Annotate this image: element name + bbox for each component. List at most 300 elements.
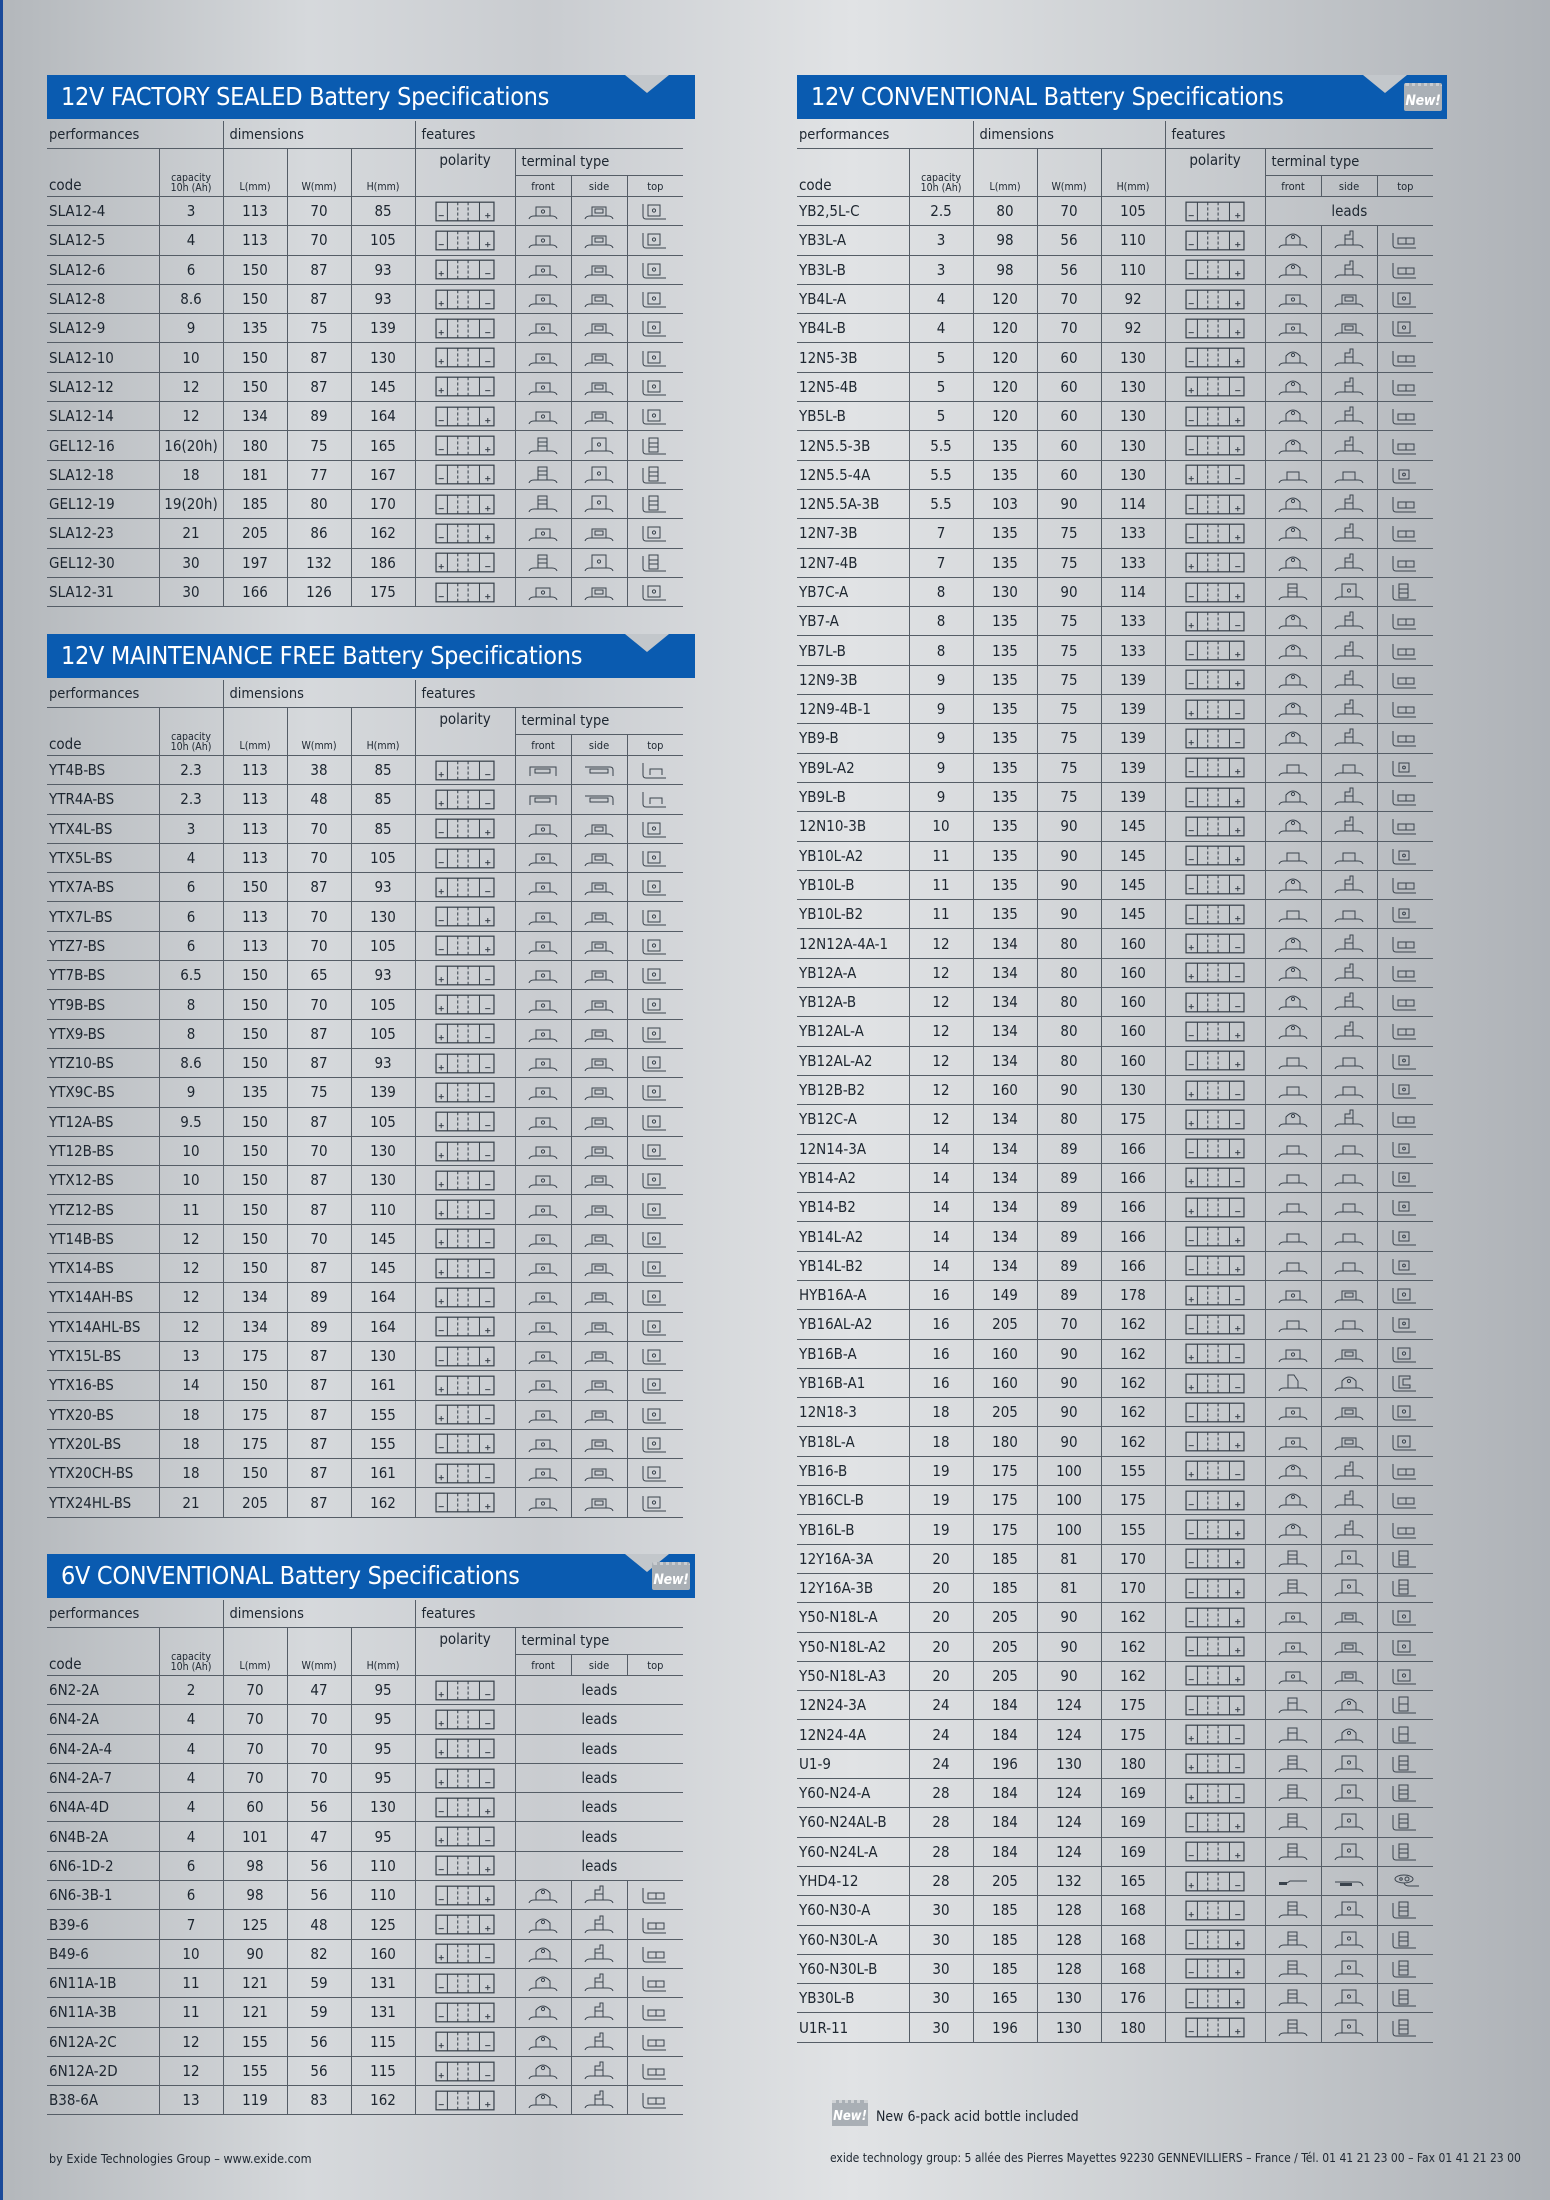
terminal-front-icon	[515, 548, 571, 577]
cell-code: YB12A-B	[797, 988, 909, 1017]
cell-length: 113	[223, 756, 287, 785]
cell-length: 150	[223, 343, 287, 372]
cell-code: YB2,5L-C	[797, 197, 909, 226]
polarity-diagram-icon	[1165, 636, 1265, 665]
table-row	[797, 870, 1433, 899]
cell-height: 93	[351, 255, 415, 284]
polarity-diagram-icon	[1165, 1368, 1265, 1397]
terminal-top-icon	[1377, 1515, 1433, 1544]
cell-height: 145	[1101, 841, 1165, 870]
terminal-front-icon	[1265, 1661, 1321, 1690]
table-row	[47, 1224, 683, 1253]
cell-width: 128	[1037, 1896, 1101, 1925]
terminal-front-icon	[515, 1400, 571, 1429]
cell-capacity: 12	[909, 929, 973, 958]
cell-height: 162	[1101, 1632, 1165, 1661]
terminal-top-icon	[627, 1910, 683, 1939]
terminal-side-icon	[571, 402, 627, 431]
header-capacity	[159, 1628, 223, 1676]
terminal-top-icon	[1377, 1398, 1433, 1427]
terminal-top-icon	[627, 931, 683, 960]
cell-capacity: 12	[159, 402, 223, 431]
cell-code: Y60-N24-A	[797, 1779, 909, 1808]
cell-height: 164	[351, 1283, 415, 1312]
table-row	[47, 1254, 683, 1283]
terminal-side-icon	[571, 2056, 627, 2085]
cell-code: 12Y16A-3B	[797, 1573, 909, 1602]
terminal-front-icon	[1265, 1515, 1321, 1544]
cell-capacity: 11	[909, 900, 973, 929]
cell-height: 145	[351, 1224, 415, 1253]
cell-height: 170	[351, 489, 415, 518]
terminal-front-icon	[1265, 548, 1321, 577]
polarity-diagram-icon	[1165, 1075, 1265, 1104]
cell-length: 90	[223, 1939, 287, 1968]
terminal-front-icon	[1265, 607, 1321, 636]
terminal-front-icon	[1265, 1837, 1321, 1866]
cell-code: YHD4-12	[797, 1866, 909, 1895]
cell-width: 75	[1037, 782, 1101, 811]
cell-leads: leads	[515, 1676, 683, 1705]
cell-code: 12N12A-4A-1	[797, 929, 909, 958]
cell-leads: leads	[515, 1822, 683, 1851]
terminal-front-icon	[1265, 1222, 1321, 1251]
polarity-diagram-icon	[415, 756, 515, 785]
cell-width: 86	[287, 519, 351, 548]
polarity-diagram-icon	[1165, 1310, 1265, 1339]
cell-width: 70	[1037, 1310, 1101, 1339]
cell-width: 70	[1037, 197, 1101, 226]
cell-height: 133	[1101, 519, 1165, 548]
table-row	[797, 665, 1433, 694]
cell-height: 133	[1101, 548, 1165, 577]
cell-height: 105	[351, 990, 415, 1019]
12v-conventional-section	[797, 75, 1452, 2043]
table-row	[797, 460, 1433, 489]
cell-height: 110	[1101, 255, 1165, 284]
cell-code: YB18L-A	[797, 1427, 909, 1456]
cell-capacity: 20	[909, 1603, 973, 1632]
cell-height: 162	[1101, 1339, 1165, 1368]
cell-height: 145	[1101, 870, 1165, 899]
cell-width: 89	[287, 402, 351, 431]
cell-height: 165	[1101, 1866, 1165, 1895]
cell-length: 113	[223, 197, 287, 226]
cell-height: 178	[1101, 1280, 1165, 1309]
cell-capacity: 21	[159, 519, 223, 548]
table-row	[47, 1763, 683, 1792]
cell-length: 135	[973, 841, 1037, 870]
polarity-diagram-icon	[415, 1048, 515, 1077]
header-capacity	[159, 149, 223, 197]
table-row	[47, 1429, 683, 1458]
cell-length: 103	[973, 489, 1037, 518]
terminal-front-icon	[1265, 577, 1321, 606]
terminal-side-icon	[1321, 841, 1377, 870]
cell-code: SLA12-8	[47, 284, 159, 313]
terminal-front-icon	[1265, 343, 1321, 372]
polarity-diagram-icon	[415, 2056, 515, 2085]
terminal-side-icon	[1321, 1691, 1377, 1720]
polarity-diagram-icon	[1165, 1984, 1265, 2013]
table-row	[797, 1075, 1433, 1104]
terminal-side-icon	[1321, 870, 1377, 899]
cell-code: YTX5L-BS	[47, 843, 159, 872]
cell-code: YTX12-BS	[47, 1166, 159, 1195]
cell-height: 145	[351, 1254, 415, 1283]
cell-width: 90	[1037, 1632, 1101, 1661]
terminal-top-icon	[1377, 900, 1433, 929]
cell-height: 166	[1101, 1134, 1165, 1163]
terminal-top-icon	[1377, 1251, 1433, 1280]
terminal-side-icon	[571, 1312, 627, 1341]
polarity-diagram-icon	[415, 577, 515, 606]
cell-capacity: 8	[909, 577, 973, 606]
cell-length: 135	[973, 431, 1037, 460]
terminal-top-icon	[1377, 1896, 1433, 1925]
terminal-top-icon	[1377, 1632, 1433, 1661]
cell-code: 12N5-3B	[797, 343, 909, 372]
cell-width: 90	[1037, 1075, 1101, 1104]
cell-width: 87	[287, 1400, 351, 1429]
cell-width: 132	[1037, 1866, 1101, 1895]
cell-code: SLA12-18	[47, 460, 159, 489]
cell-capacity: 8.6	[159, 1048, 223, 1077]
polarity-diagram-icon	[1165, 284, 1265, 313]
cell-code: YB4L-B	[797, 314, 909, 343]
cell-length: 175	[973, 1486, 1037, 1515]
cell-width: 90	[1037, 841, 1101, 870]
terminal-front-icon	[1265, 841, 1321, 870]
cell-length: 134	[973, 1163, 1037, 1192]
terminal-side-icon	[1321, 1720, 1377, 1749]
terminal-side-icon	[571, 902, 627, 931]
table-row	[47, 255, 683, 284]
cell-code: YTX16-BS	[47, 1371, 159, 1400]
cell-length: 121	[223, 1998, 287, 2027]
cell-width: 87	[287, 1019, 351, 1048]
table-row	[47, 1459, 683, 1488]
cell-code: YB4L-A	[797, 284, 909, 313]
terminal-front-icon	[515, 990, 571, 1019]
cell-length: 120	[973, 314, 1037, 343]
terminal-side-icon	[1321, 1984, 1377, 2013]
terminal-front-icon	[1265, 1720, 1321, 1749]
cell-width: 38	[287, 756, 351, 785]
table-row	[47, 1166, 683, 1195]
cell-capacity: 18	[909, 1398, 973, 1427]
header-front: front	[515, 735, 571, 756]
cell-height: 162	[1101, 1661, 1165, 1690]
terminal-top-icon	[627, 785, 683, 814]
cell-leads: leads	[515, 1734, 683, 1763]
table-row	[797, 1544, 1433, 1573]
cell-capacity: 2.5	[909, 197, 973, 226]
header-height: H(mm)	[351, 149, 415, 197]
terminal-top-icon	[1377, 1368, 1433, 1397]
terminal-front-icon	[1265, 1984, 1321, 2013]
cell-length: 160	[973, 1075, 1037, 1104]
cell-length: 150	[223, 1224, 287, 1253]
cell-length: 98	[223, 1881, 287, 1910]
cell-length: 135	[973, 812, 1037, 841]
polarity-diagram-icon	[1165, 1017, 1265, 1046]
cell-code: YB10L-B	[797, 870, 909, 899]
table-row	[47, 343, 683, 372]
polarity-diagram-icon	[1165, 753, 1265, 782]
cell-length: 113	[223, 843, 287, 872]
table-row	[47, 402, 683, 431]
polarity-diagram-icon	[1165, 1896, 1265, 1925]
cell-length: 205	[973, 1661, 1037, 1690]
terminal-top-icon	[1377, 1573, 1433, 1602]
terminal-top-icon	[627, 1078, 683, 1107]
cell-height: 160	[1101, 1017, 1165, 1046]
terminal-top-icon	[627, 1048, 683, 1077]
cell-code: YTX20L-BS	[47, 1429, 159, 1458]
cell-code: 12N10-3B	[797, 812, 909, 841]
table-row	[47, 961, 683, 990]
cell-length: 134	[973, 988, 1037, 1017]
cell-width: 70	[287, 197, 351, 226]
terminal-front-icon	[515, 1224, 571, 1253]
terminal-front-icon	[1265, 1544, 1321, 1573]
cell-code: SLA12-5	[47, 226, 159, 255]
polarity-diagram-icon	[1165, 1280, 1265, 1309]
cell-width: 65	[287, 961, 351, 990]
cell-width: 90	[1037, 900, 1101, 929]
cell-capacity: 3	[909, 255, 973, 284]
terminal-top-icon	[627, 1166, 683, 1195]
terminal-side-icon	[1321, 1661, 1377, 1690]
cell-capacity: 16	[909, 1339, 973, 1368]
cell-capacity: 9	[909, 665, 973, 694]
terminal-side-icon	[571, 1910, 627, 1939]
cell-height: 180	[1101, 2013, 1165, 2042]
cell-length: 205	[973, 1632, 1037, 1661]
terminal-side-icon	[571, 814, 627, 843]
terminal-side-icon	[1321, 665, 1377, 694]
cell-height: 105	[351, 931, 415, 960]
cell-length: 205	[973, 1603, 1037, 1632]
cell-height: 131	[351, 1998, 415, 2027]
cell-code: YB14-B2	[797, 1193, 909, 1222]
table-row	[797, 900, 1433, 929]
cell-capacity: 12	[159, 2056, 223, 2085]
cell-height: 130	[351, 1136, 415, 1165]
polarity-diagram-icon	[415, 1851, 515, 1880]
cell-capacity: 9	[909, 695, 973, 724]
terminal-top-icon	[627, 402, 683, 431]
cell-capacity: 19	[909, 1486, 973, 1515]
polarity-diagram-icon	[415, 1341, 515, 1370]
cell-code: YTR4A-BS	[47, 785, 159, 814]
polarity-diagram-icon	[1165, 1749, 1265, 1778]
terminal-front-icon	[515, 431, 571, 460]
cell-code: YTX4L-BS	[47, 814, 159, 843]
table-row	[47, 519, 683, 548]
cell-width: 70	[287, 1734, 351, 1763]
table-row	[47, 1851, 683, 1880]
terminal-front-icon	[1265, 1749, 1321, 1778]
terminal-top-icon	[1377, 2013, 1433, 2042]
cell-code: B49-6	[47, 1939, 159, 1968]
cell-height: 175	[1101, 1486, 1165, 1515]
cell-width: 128	[1037, 1925, 1101, 1954]
cell-code: 12N7-3B	[797, 519, 909, 548]
cell-width: 75	[1037, 695, 1101, 724]
terminal-side-icon	[1321, 900, 1377, 929]
table-row	[47, 1705, 683, 1734]
cell-length: 175	[973, 1515, 1037, 1544]
terminal-front-icon	[1265, 1163, 1321, 1192]
table-row	[797, 1749, 1433, 1778]
terminal-side-icon	[571, 226, 627, 255]
terminal-top-icon	[627, 902, 683, 931]
cell-code: U1R-11	[797, 2013, 909, 2042]
cell-width: 75	[1037, 724, 1101, 753]
terminal-top-icon	[1377, 489, 1433, 518]
cell-code: 6N4-2A-7	[47, 1763, 159, 1792]
terminal-side-icon	[571, 1048, 627, 1077]
new-badge-icon: New!	[832, 2100, 868, 2126]
terminal-top-icon	[627, 577, 683, 606]
terminal-front-icon	[1265, 519, 1321, 548]
cell-height: 95	[351, 1734, 415, 1763]
terminal-front-icon	[1265, 284, 1321, 313]
cell-width: 75	[1037, 753, 1101, 782]
cell-length: 150	[223, 1048, 287, 1077]
header-capacity-line1: capacity	[171, 731, 211, 743]
terminal-side-icon	[1321, 1427, 1377, 1456]
cell-capacity: 12	[159, 1312, 223, 1341]
cell-length: 134	[973, 1046, 1037, 1075]
banner-notch	[625, 634, 669, 652]
cell-height: 110	[351, 1195, 415, 1224]
cell-height: 161	[351, 1371, 415, 1400]
cell-length: 185	[973, 1925, 1037, 1954]
cell-width: 60	[1037, 343, 1101, 372]
cell-capacity: 9	[159, 1078, 223, 1107]
table-row	[797, 636, 1433, 665]
terminal-side-icon	[1321, 1280, 1377, 1309]
section-title: 12V FACTORY SEALED Battery Specifications	[61, 82, 550, 111]
cell-code: YB14-A2	[797, 1163, 909, 1192]
table-row	[797, 226, 1433, 255]
polarity-diagram-icon	[1165, 372, 1265, 401]
cell-height: 95	[351, 1676, 415, 1705]
terminal-top-icon	[627, 255, 683, 284]
table-row	[797, 1398, 1433, 1427]
polarity-diagram-icon	[415, 2086, 515, 2115]
cell-length: 98	[973, 255, 1037, 284]
table-row	[47, 372, 683, 401]
terminal-side-icon	[571, 1488, 627, 1517]
cell-code: YT4B-BS	[47, 756, 159, 785]
terminal-side-icon	[571, 1136, 627, 1165]
polarity-diagram-icon	[1165, 1691, 1265, 1720]
cell-code: Y60-N30L-A	[797, 1925, 909, 1954]
table-row	[797, 1925, 1433, 1954]
header-features: features	[415, 1600, 683, 1628]
table-row	[797, 1720, 1433, 1749]
terminal-top-icon	[627, 1224, 683, 1253]
cell-capacity: 11	[159, 1968, 223, 1997]
cell-capacity: 12	[909, 1046, 973, 1075]
terminal-side-icon	[571, 284, 627, 313]
cell-height: 160	[1101, 1046, 1165, 1075]
cell-capacity: 8.6	[159, 284, 223, 313]
header-length: L(mm)	[223, 149, 287, 197]
cell-code: YTZ7-BS	[47, 931, 159, 960]
cell-height: 130	[1101, 1075, 1165, 1104]
cell-capacity: 5.5	[909, 431, 973, 460]
cell-capacity: 28	[909, 1808, 973, 1837]
terminal-top-icon	[1377, 284, 1433, 313]
cell-height: 166	[1101, 1163, 1165, 1192]
cell-capacity: 28	[909, 1779, 973, 1808]
terminal-side-icon	[1321, 988, 1377, 1017]
cell-width: 70	[287, 1224, 351, 1253]
polarity-diagram-icon	[1165, 1456, 1265, 1485]
cell-length: 135	[973, 724, 1037, 753]
polarity-diagram-icon	[1165, 2013, 1265, 2042]
table-row	[797, 577, 1433, 606]
cell-height: 139	[351, 1078, 415, 1107]
cell-width: 89	[287, 1283, 351, 1312]
cell-length: 135	[973, 900, 1037, 929]
terminal-front-icon	[1265, 900, 1321, 929]
terminal-side-icon	[571, 2027, 627, 2056]
terminal-top-icon	[627, 1998, 683, 2027]
terminal-side-icon	[1321, 1105, 1377, 1134]
polarity-diagram-icon	[415, 1705, 515, 1734]
terminal-front-icon	[515, 2086, 571, 2115]
polarity-diagram-icon	[415, 548, 515, 577]
terminal-top-icon	[627, 1107, 683, 1136]
cell-length: 150	[223, 1107, 287, 1136]
cell-length: 150	[223, 1371, 287, 1400]
table-row	[47, 1107, 683, 1136]
cell-code: B39-6	[47, 1910, 159, 1939]
cell-code: YB7C-A	[797, 577, 909, 606]
table-row	[797, 1779, 1433, 1808]
table-row	[797, 1456, 1433, 1485]
cell-width: 80	[1037, 1046, 1101, 1075]
cell-length: 185	[973, 1896, 1037, 1925]
terminal-front-icon	[1265, 958, 1321, 987]
group-header-row	[47, 680, 683, 708]
cell-code: YTX9C-BS	[47, 1078, 159, 1107]
terminal-front-icon	[515, 1195, 571, 1224]
cell-capacity: 28	[909, 1837, 973, 1866]
table-row	[47, 990, 683, 1019]
cell-capacity: 13	[159, 1341, 223, 1370]
cell-code: Y50-N18L-A	[797, 1603, 909, 1632]
cell-capacity: 8	[159, 1019, 223, 1048]
cell-capacity: 11	[159, 1998, 223, 2027]
terminal-front-icon	[515, 489, 571, 518]
terminal-front-icon	[1265, 489, 1321, 518]
terminal-front-icon	[515, 785, 571, 814]
cell-length: 175	[223, 1400, 287, 1429]
cell-capacity: 10	[909, 812, 973, 841]
cell-capacity: 12	[909, 958, 973, 987]
cell-length: 120	[973, 372, 1037, 401]
cell-height: 155	[1101, 1515, 1165, 1544]
cell-code: YB16-B	[797, 1456, 909, 1485]
table-row	[797, 1866, 1433, 1895]
